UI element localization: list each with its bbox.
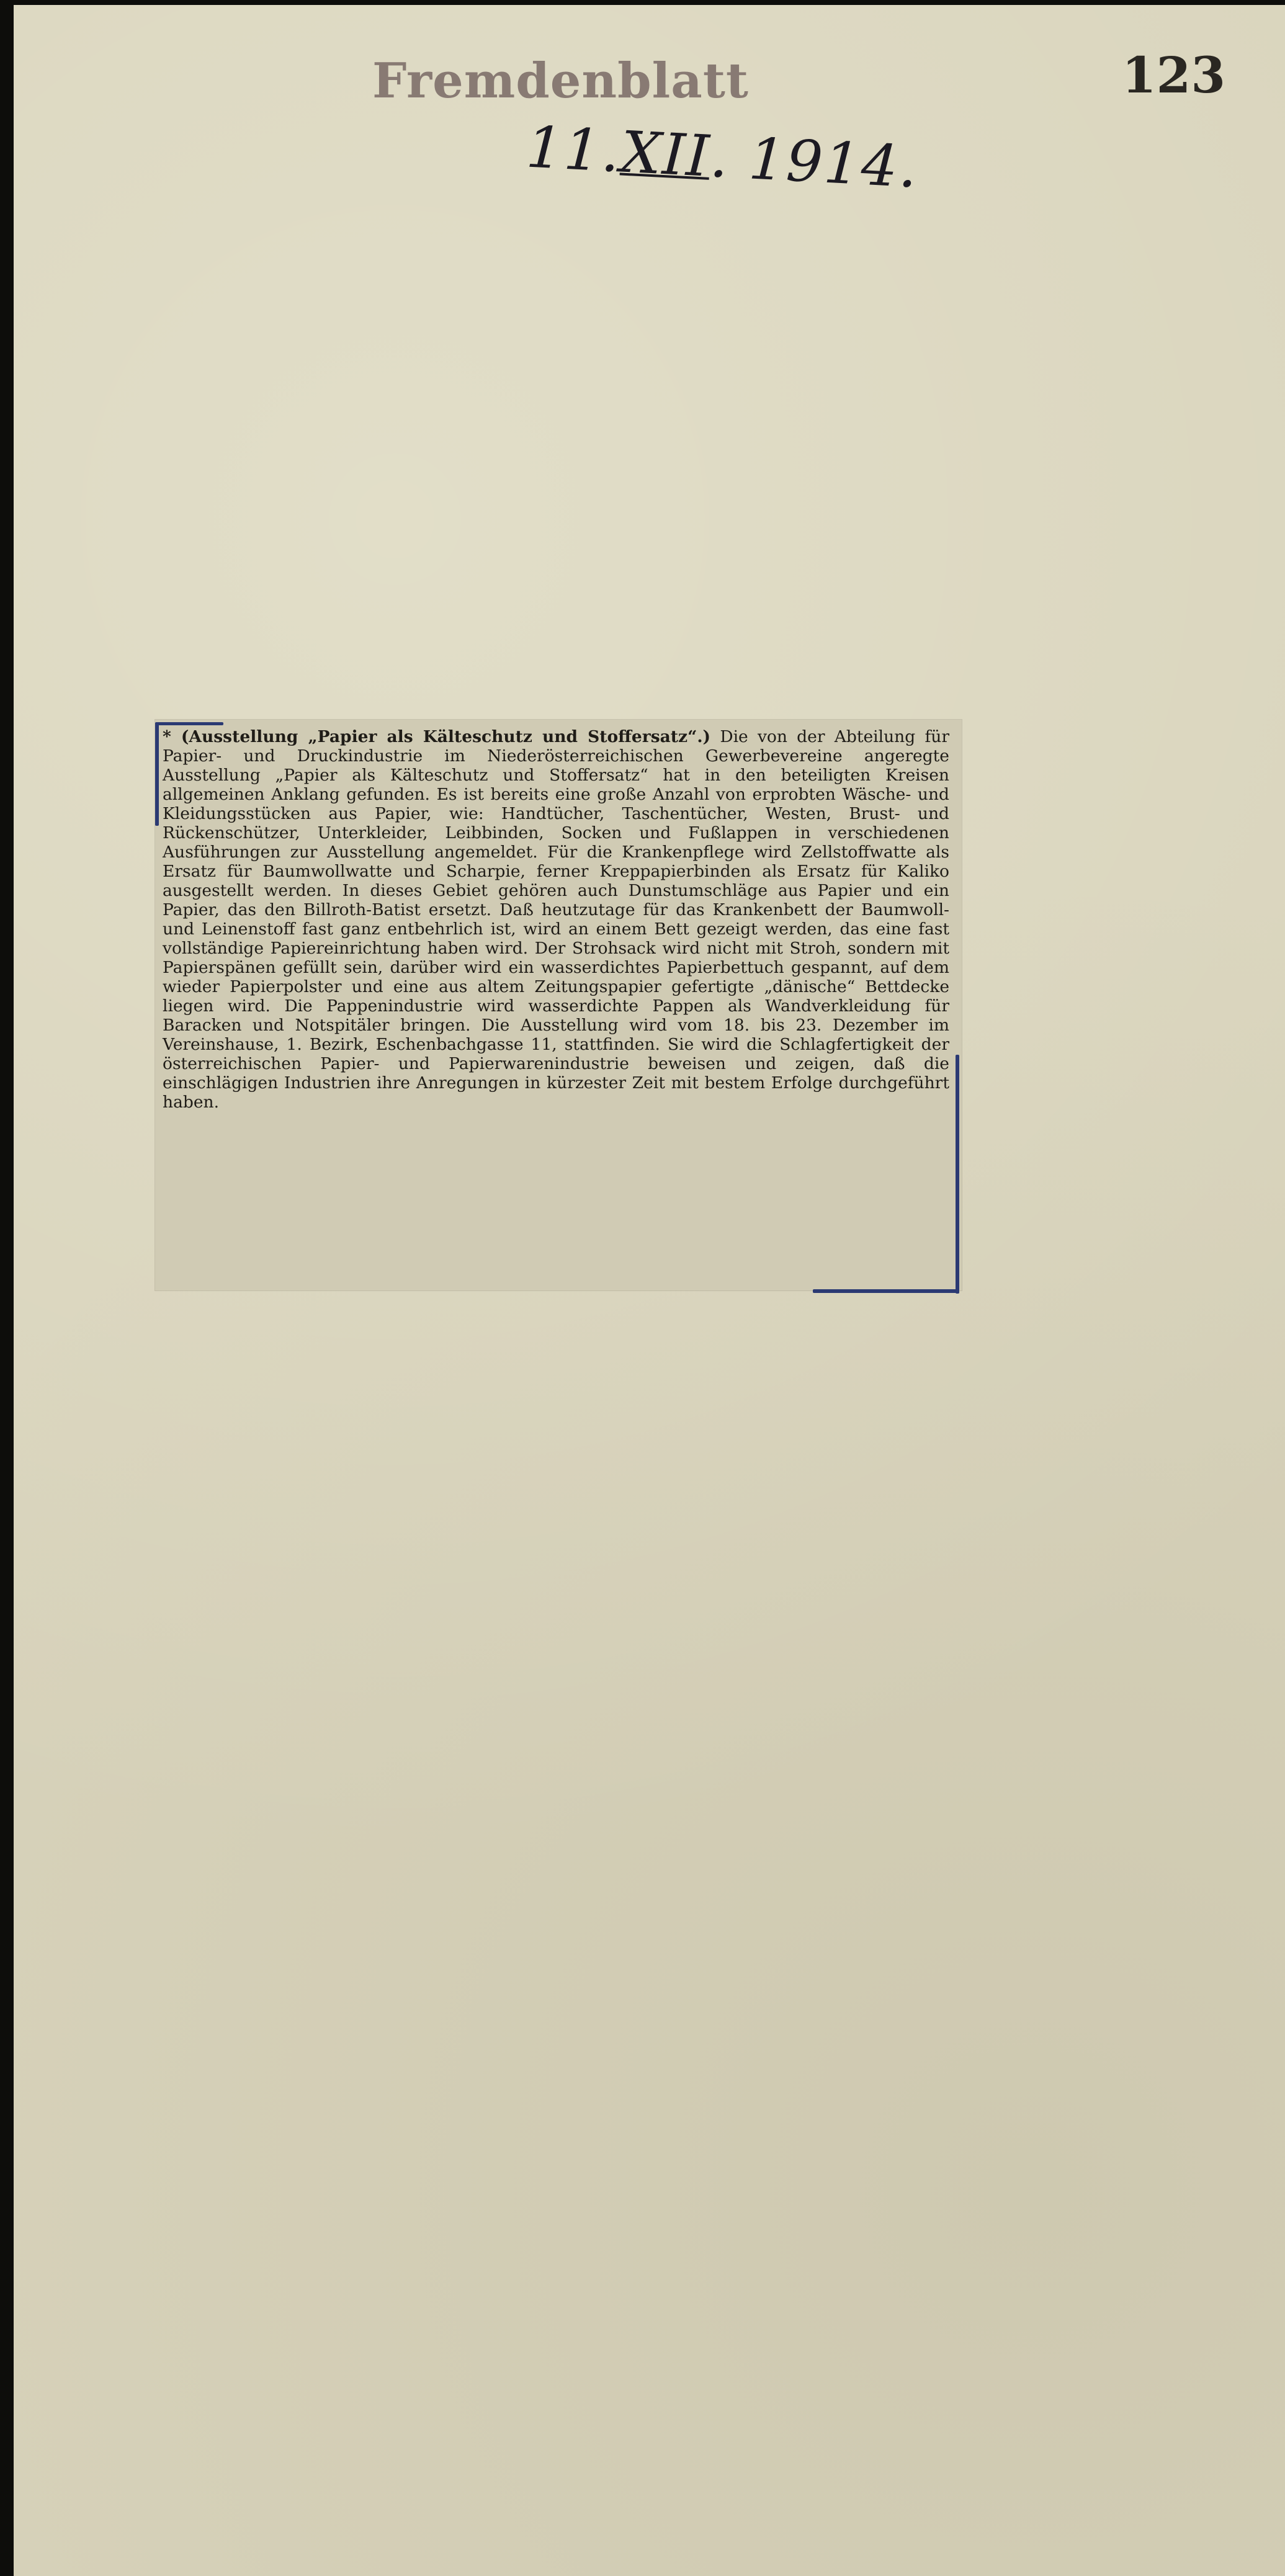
date-month: XII [619, 119, 712, 190]
article-body: Die von der Abteilung für Papier- und Druckindustrie im Niederösterreichischen Gewerbevereine angeregte Ausstellung „Papier als Kälteschutz und Stoffersatz“ hat in den beteiligten Kreisen allgemeinen Anklang gefunden. Es ist bereits eine große Anzahl von erprobten Wäsche- und Kleidungsstücken aus Papier, wie: Handtücher, Taschentücher, Westen, Brust- und Rückenschützer, Unterkleider, Leibbinden, Socken und Fußlappen in verschiedenen Ausführungen zur Ausstellung angemeldet. Für die Krankenpflege wird Zellstoffwatte als Ersatz für Baumwollwatte und Scharpie, ferner Kreppapierbinden als Ersatz für Kaliko ausgestellt werden. In dieses Gebiet gehören auch Dunstumschläge aus Papier und ein Papier, das den Billroth-Batist ersetzt. Daß heutzutage für das Krankenbett der Baumwoll- und Leinenstoff fast ganz entbehrlich ist, wird an einem Bett gezeigt werden, das eine fast vollständige Papiereinrichtung haben wird. Der Strohsack wird nicht mit Stroh, sondern mit Papierspänen gefüllt sein, darüber wird ein wasserdichtes Papierbettuch gespannt, auf dem wieder Papierpolster und eine aus altem Zeitungspapier gefertigte „dänische“ Bettdecke liegen wird. Die Pappenindustrie wird wasserdichte Pappen als Wandverkleidung für Baracken und Notspitäler bringen. Die Ausstellung wird vom 18. bis 23. Dezember im Vereinshause, 1. Bezirk, Eschenbachgasse 11, stattfinden. Sie wird die Schlagfertigkeit der österreichischen Papier- und Papierwarenindustrie beweisen und zeigen, daß die einschlägigen Industrien ihre Anregungen in kürzester Zeit mit bestem Erfolge durchgeführt haben. [163, 727, 949, 1112]
blue-pencil-mark-bottom [813, 1289, 959, 1293]
blue-pencil-mark-top [155, 722, 223, 725]
date-year: . 1914. [708, 123, 920, 201]
page-number: 123 [1122, 46, 1225, 104]
article-text [163, 727, 949, 1112]
archive-sheet [14, 5, 1285, 2576]
newspaper-stamp: Fremdenblatt [372, 53, 749, 109]
article-heading: * (Ausstellung „Papier als Kälteschutz und Stoffersatz“.) [163, 727, 711, 746]
date-day: 11. [524, 114, 623, 186]
blue-pencil-mark-left [155, 723, 159, 826]
blue-pencil-mark-right [956, 1055, 959, 1294]
